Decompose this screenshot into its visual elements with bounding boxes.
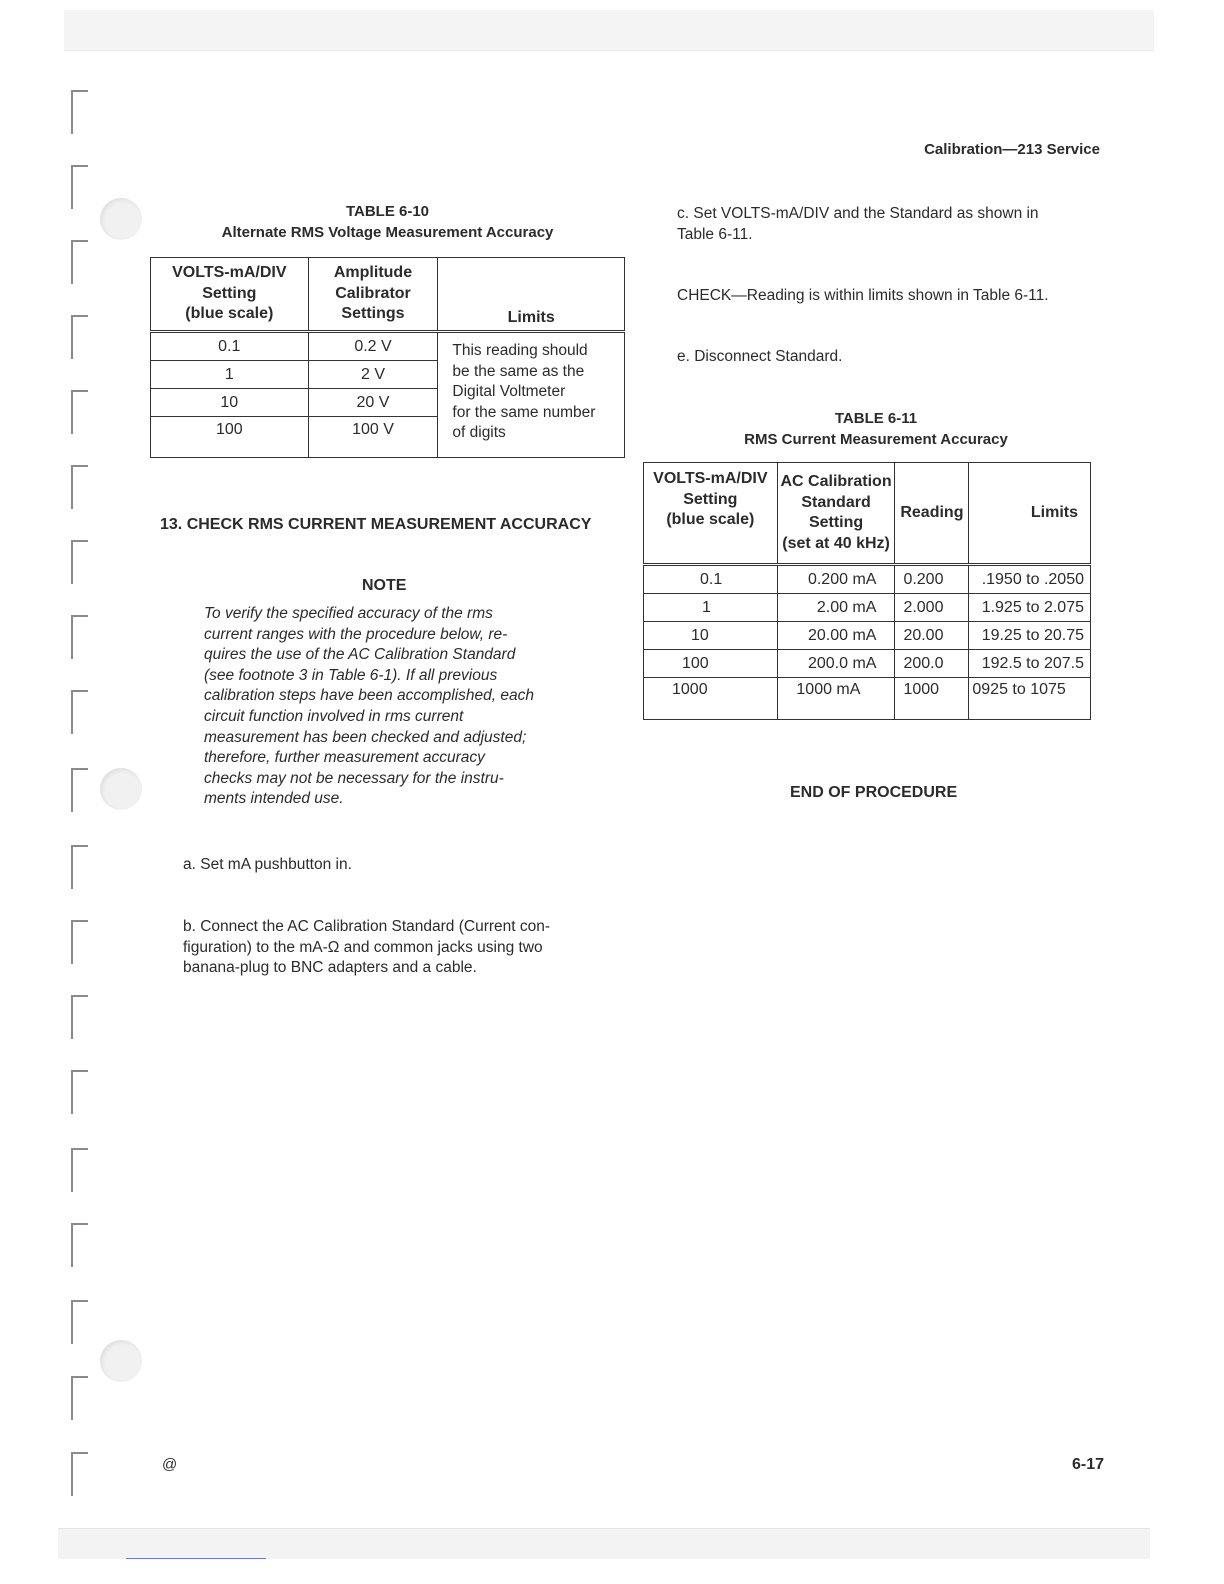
note-line: ments intended use. xyxy=(204,790,344,808)
cell-setting: 0.1 xyxy=(644,565,778,594)
header-limits: Limits xyxy=(438,258,625,332)
table-header-row xyxy=(151,258,625,332)
header-line: (blue scale) xyxy=(185,305,274,323)
binder-tab-mark xyxy=(71,690,88,734)
page-number: 6-17 xyxy=(1072,1456,1105,1473)
header-line: (blue scale) xyxy=(666,511,755,528)
cell-limits: .1950 to .2050 xyxy=(969,565,1091,594)
cell-calibrator: 2 V xyxy=(308,361,438,389)
binder-tab-mark xyxy=(71,1376,88,1420)
binder-tab-mark xyxy=(71,1452,88,1496)
table-6-11 xyxy=(643,462,1091,720)
step-line: banana-plug to BNC adapters and a cable. xyxy=(183,959,477,976)
cell-standard: 20.00 mA xyxy=(777,622,895,650)
binder-tab-mark xyxy=(71,768,88,812)
table-number: TABLE 6-10 xyxy=(345,203,430,220)
cell-setting: 10 xyxy=(644,622,778,650)
cell-calibrator: 100 V xyxy=(308,417,438,458)
header-line: VOLTS-mA/DIV xyxy=(172,264,287,282)
cell-limits-note xyxy=(438,332,625,458)
binder-tab-mark xyxy=(71,240,88,284)
binder-tab-mark xyxy=(71,1070,88,1114)
table-6-10 xyxy=(150,257,625,458)
cell-reading: 0.200 xyxy=(895,565,969,594)
table-row xyxy=(151,332,625,361)
binder-tab-mark xyxy=(71,315,88,359)
cell-standard: 1000 mA xyxy=(777,678,895,720)
table-row xyxy=(644,622,1091,650)
cell-setting: 1 xyxy=(151,361,309,389)
cell-standard: 0.200 mA xyxy=(777,565,895,594)
header-limits: Limits xyxy=(969,463,1091,565)
binder-tab-mark xyxy=(71,390,88,434)
punch-hole xyxy=(100,198,142,240)
limits-line: This reading should xyxy=(452,342,588,359)
cell-limits: 1.925 to 2.075 xyxy=(969,594,1091,622)
limits-line: for the same number xyxy=(452,403,596,421)
header-line: (set at 40 kHz) xyxy=(782,534,890,552)
table-title: Alternate RMS Voltage Measurement Accuracy xyxy=(221,224,554,241)
header-line: Setting xyxy=(683,490,738,508)
step-c xyxy=(677,204,1039,245)
header-line: Settings xyxy=(341,305,405,323)
cell-calibrator: 20 V xyxy=(308,389,438,417)
binder-tab-mark xyxy=(71,845,88,889)
binder-tab-mark xyxy=(71,1148,88,1192)
cell-limits: 192.5 to 207.5 xyxy=(969,650,1091,678)
limits-line: Digital Voltmeter xyxy=(452,383,566,400)
table-row xyxy=(644,565,1091,594)
table-number: TABLE 6-11 xyxy=(834,410,918,427)
binder-tab-mark xyxy=(71,1223,88,1267)
note-line: therefore, further measurement accuracy xyxy=(204,749,485,767)
table-row xyxy=(644,678,1091,720)
table-title: RMS Current Measurement Accuracy xyxy=(744,431,1008,448)
cell-setting: 100 xyxy=(151,417,309,458)
binder-tab-mark xyxy=(71,615,88,659)
step-line: figuration) to the mA-Ω and common jacks using two xyxy=(183,938,543,956)
header-line: Setting xyxy=(808,514,864,531)
table-6-11-caption xyxy=(643,408,1109,450)
check-statement: CHECK—Reading is within limits shown in Table 6-11. xyxy=(677,287,1049,304)
running-header: Calibration—213 Service xyxy=(924,141,1100,158)
binder-tab-mark xyxy=(71,465,88,509)
header-volts-setting xyxy=(151,258,309,332)
note-line: To verify the specified accuracy of the rms xyxy=(204,605,493,622)
note-line: checks may not be necessary for the instru- xyxy=(204,769,504,787)
header-line: Calibrator xyxy=(335,284,411,302)
scan-bottom-shadow xyxy=(58,1528,1150,1559)
scan-edge-line xyxy=(126,1558,266,1559)
note-body xyxy=(204,604,564,810)
note-line: quires the use of the AC Calibration Standard xyxy=(204,646,516,664)
cell-calibrator: 0.2 V xyxy=(308,332,438,361)
note-line: (see footnote 3 in Table 6-1). If all previous xyxy=(204,666,498,684)
header-line: AC Calibration xyxy=(780,473,892,490)
note-line: current ranges with the procedure below, re- xyxy=(204,625,508,643)
cell-standard: 200.0 mA xyxy=(777,650,895,678)
note-line: measurement has been checked and adjusted; xyxy=(204,728,527,746)
table-6-10-caption xyxy=(150,201,625,243)
note-title: NOTE xyxy=(362,577,407,594)
cell-setting: 0.1 xyxy=(151,332,309,361)
note-line: circuit function involved in rms current xyxy=(204,707,464,725)
cell-limits: 19.25 to 20.75 xyxy=(969,622,1091,650)
header-line: VOLTS-mA/DIV xyxy=(653,470,768,487)
step-b xyxy=(183,917,550,979)
cell-setting: 1000 xyxy=(644,678,778,720)
binder-tab-mark xyxy=(71,995,88,1039)
binder-tab-mark xyxy=(71,540,88,584)
cell-standard: 2.00 mA xyxy=(777,594,895,622)
footer-symbol: @ xyxy=(162,1456,178,1473)
cell-reading: 2.000 xyxy=(895,594,969,622)
table-row xyxy=(644,594,1091,622)
step-line: Table 6-11. xyxy=(677,225,753,243)
cell-reading: 1000 xyxy=(895,678,969,720)
punch-hole xyxy=(100,768,142,810)
section-heading: 13. CHECK RMS CURRENT MEASUREMENT ACCURACY xyxy=(160,516,592,533)
note-line: calibration steps have been accomplished, each xyxy=(204,687,535,705)
header-line: Standard xyxy=(801,493,871,511)
cell-limits: 0925 to 1075 xyxy=(969,678,1091,720)
step-a: a. Set mA pushbutton in. xyxy=(183,856,352,873)
cell-setting: 10 xyxy=(151,389,309,417)
step-e: e. Disconnect Standard. xyxy=(677,348,843,365)
step-line: c. Set VOLTS-mA/DIV and the Standard as shown in xyxy=(677,205,1039,222)
binder-tab-mark xyxy=(71,165,88,209)
scan-top-shadow xyxy=(64,10,1154,51)
table-row xyxy=(644,650,1091,678)
header-volts-setting xyxy=(644,463,778,565)
header-ac-calibration xyxy=(777,463,895,565)
cell-setting: 1 xyxy=(644,594,778,622)
binder-tab-mark xyxy=(71,90,88,134)
step-line: b. Connect the AC Calibration Standard (Current con- xyxy=(183,918,551,935)
limits-line: of digits xyxy=(452,424,506,441)
header-line: Setting xyxy=(202,284,257,302)
cell-reading: 200.0 xyxy=(895,650,969,678)
header-reading: Reading xyxy=(895,463,969,565)
header-amplitude-calibrator xyxy=(308,258,438,332)
table-header-row xyxy=(644,463,1091,565)
cell-reading: 20.00 xyxy=(895,622,969,650)
binder-tab-mark xyxy=(71,1300,88,1344)
end-of-procedure: END OF PROCEDURE xyxy=(790,784,958,801)
limits-line: be the same as the xyxy=(452,362,585,380)
binder-tab-mark xyxy=(71,920,88,964)
header-line: Amplitude xyxy=(333,264,413,282)
punch-hole xyxy=(100,1340,142,1382)
cell-setting: 100 xyxy=(644,650,778,678)
